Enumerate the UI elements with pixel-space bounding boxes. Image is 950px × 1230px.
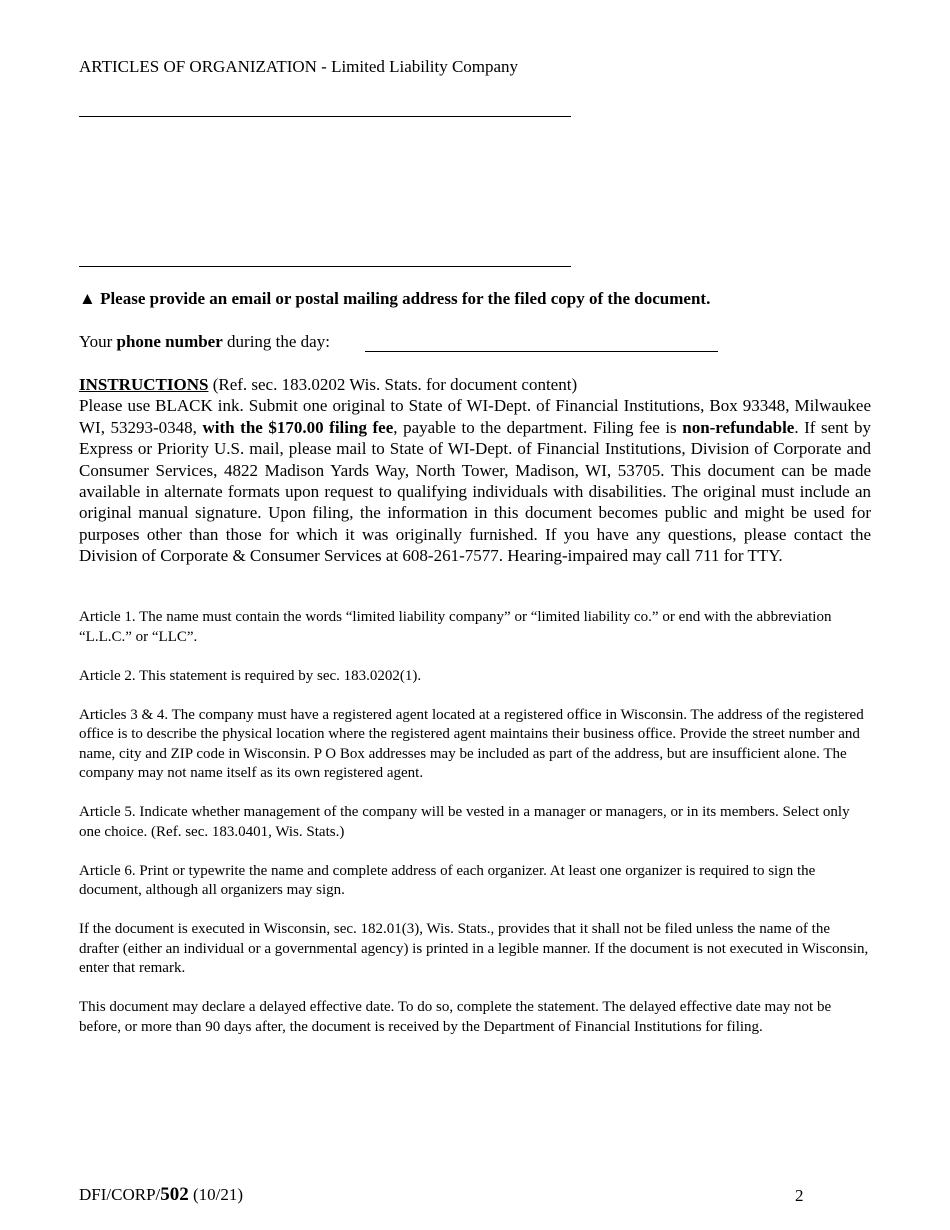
email-address-note xyxy=(79,289,710,309)
article-6-note: Article 6. Print or typewrite the name and complete address of each organizer. At least one organizer is required to sign the document, although all organizers may sign. xyxy=(79,862,816,898)
form-number xyxy=(79,1185,243,1205)
email-note-text: Please provide an email or postal mailing address for the filed copy of the document. xyxy=(100,289,711,308)
articles-instructions xyxy=(79,608,871,1057)
delayed-effective-date-note: This document may declare a delayed effective date. To do so, complete the statement. The delayed effective date may not be before, or more than 90 days after, the document is received by the Department of Financial Institutions for filing. xyxy=(79,999,832,1035)
phone-number-label xyxy=(79,332,330,352)
address-bottom-rule xyxy=(79,266,571,267)
triangle-up-icon: ▲ xyxy=(79,289,96,308)
instructions-text-2: , payable to the department. Filing fee is xyxy=(393,417,683,437)
article-1-note: Article 1. The name must contain the words “limited liability company” or “limited liability co.” or end with the abbreviation “L.L.C.” or “LLC”. xyxy=(79,609,832,645)
form-number-bold: 502 xyxy=(160,1184,189,1205)
phone-bold-label: phone number xyxy=(116,332,223,351)
articles-3-4-note: Articles 3 & 4. The company must have a registered agent located at a registered office in Wisconsin. The address of the registered office is to describe the physical location where the registered agent maintains their business office. Provide the street number and name, city and ZIP code in Wisconsin. P O Box addresses may be included as part of the address, but are insufficient alone. The company may not name itself as its own registered agent. xyxy=(79,706,864,781)
instructions-text-3: . If sent by Express or Priority U.S. mail, please mail to State of WI-Dept. of Financial Institutions, Division of Corporate and Consumer Services, 4822 Madison Yards Way, North Tower, Madison, WI, 53705. This document can be made available in alternate formats upon request to qualifying individuals with disabilities. The original must include an original manual signature. Upon filing, the information in this document becomes public and might be used for purposes other than those for which it was originally furnished. If you have any questions, please contact the Division of Corporate & Consumer Services at 608-261-7577. Hearing-impaired may call 711 for TTY. xyxy=(79,417,871,566)
form-date: (10/21) xyxy=(188,1185,244,1204)
phone-prefix: Your xyxy=(79,332,117,351)
instructions-section xyxy=(79,374,871,567)
return-address-field[interactable] xyxy=(79,117,571,265)
filing-fee-text: with the $170.00 filing fee xyxy=(202,417,394,437)
drafter-note: If the document is executed in Wisconsin, sec. 182.01(3), Wis. Stats., provides that it shall not be filed unless the name of the drafter (either an individual or a governmental agency) is printed in a legible manner. If the document is not executed in Wisconsin, enter that remark. xyxy=(79,921,869,976)
instructions-heading: INSTRUCTIONS xyxy=(79,375,209,394)
page-number: 2 xyxy=(795,1186,804,1205)
page-title: ARTICLES OF ORGANIZATION - Limited Liability Company xyxy=(79,57,519,76)
article-2-note: Article 2. This statement is required by sec. 183.0202(1). xyxy=(79,667,422,684)
instructions-heading-line xyxy=(79,374,871,395)
phone-number-field[interactable] xyxy=(365,351,718,352)
instructions-text-1: Please use BLACK ink. Submit one original to State of WI-Dept. of Financial Institutions, Box 93348, Milwaukee WI, 53293-0348, xyxy=(79,396,871,437)
non-refundable-text: non-refundable xyxy=(682,417,795,437)
phone-suffix: during the day: xyxy=(222,332,330,351)
form-prefix: DFI/CORP/ xyxy=(79,1185,161,1204)
instructions-reference: (Ref. sec. 183.0202 Wis. Stats. for document content) xyxy=(208,375,578,394)
article-5-note: Article 5. Indicate whether management of the company will be vested in a manager or managers, or in its members. Select only one choice. (Ref. sec. 183.0401, Wis. Stats.) xyxy=(79,804,850,840)
